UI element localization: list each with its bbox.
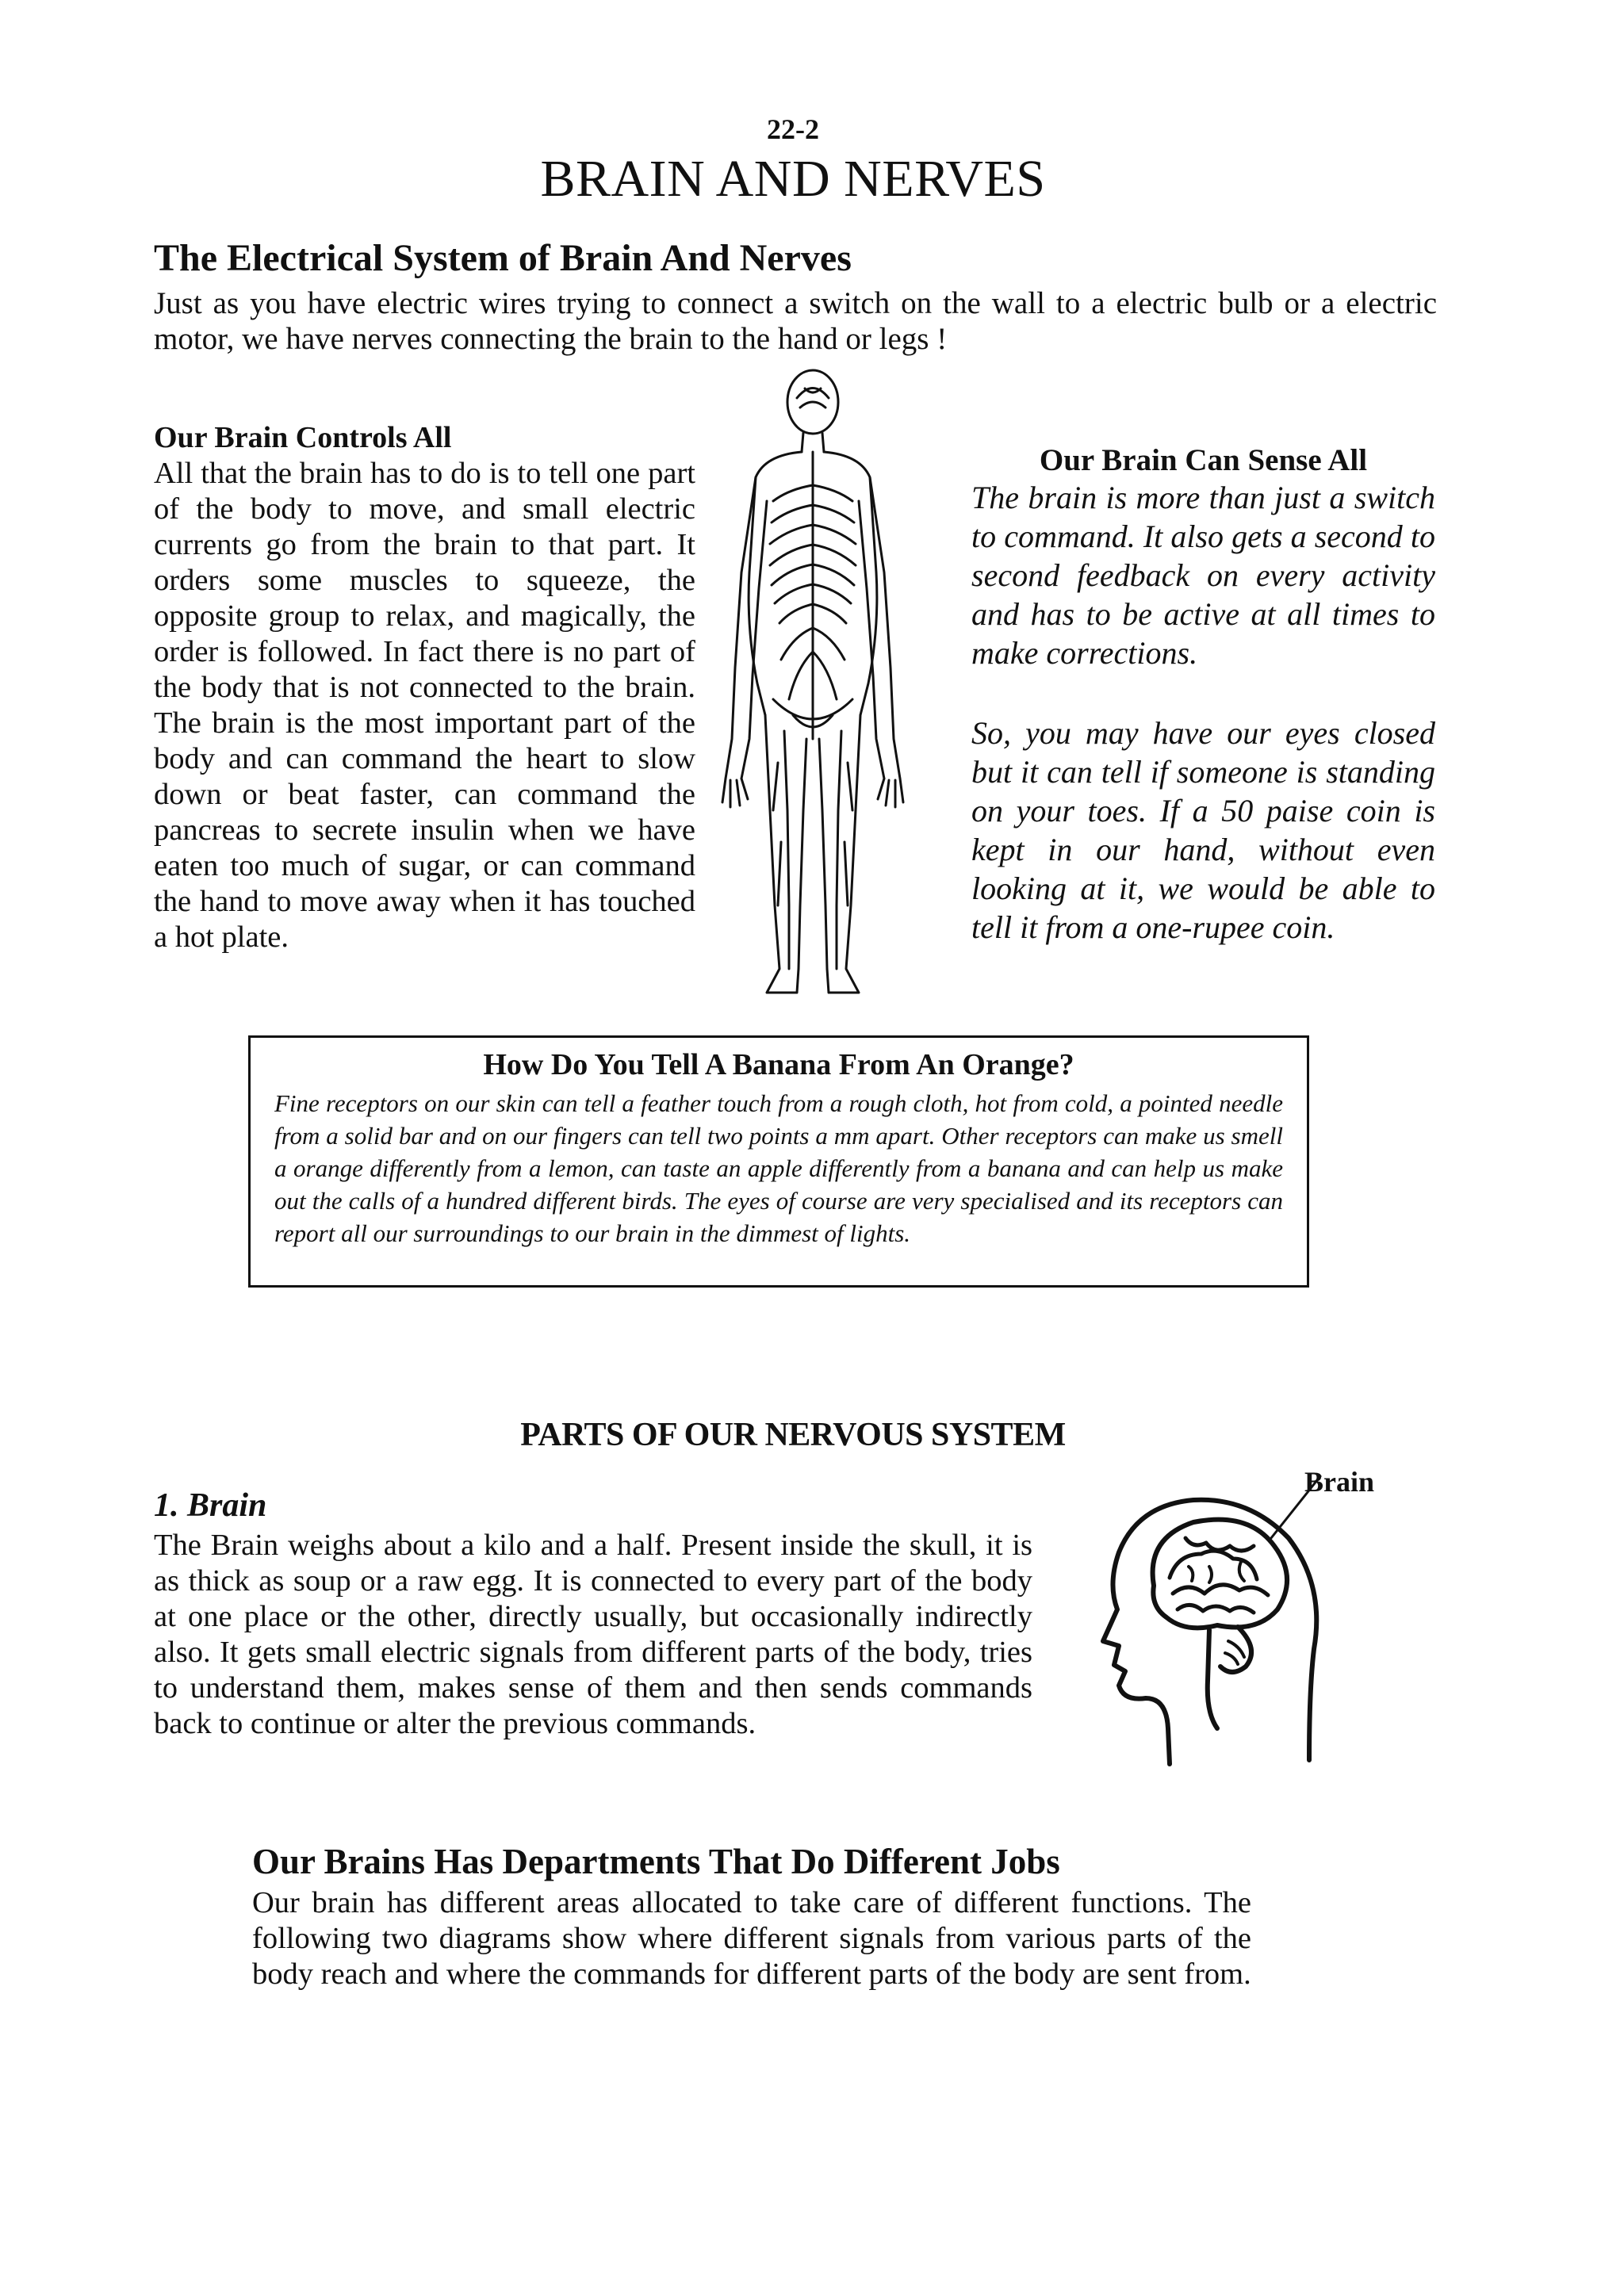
info-box-title: How Do You Tell A Banana From An Orange? xyxy=(483,1048,1074,1081)
senses-para1: The brain is more than just a switch to command. It also gets a second to second feedback on every activity and has to be active at all times to make corrections. xyxy=(971,480,1435,671)
intro-heading: The Electrical System of Brain And Nerves xyxy=(154,237,852,279)
brain-heading: 1. Brain xyxy=(154,1487,267,1524)
intro-text: Just as you have electric wires trying to connect a switch on the wall to a electric bulb or a electric motor, we have nerves connecting the brain to the hand or legs ! xyxy=(154,286,1437,356)
info-box xyxy=(248,1035,1309,1288)
brain-head-illustration xyxy=(1090,1490,1328,1764)
departments-text: Our brain has different areas allocated to take care of different functions. The following two diagrams show where different signals from various parts of the body reach and where the commands for different parts of the body are sent from. xyxy=(252,1886,1251,1991)
page-title: BRAIN AND NERVES xyxy=(540,150,1046,208)
departments-heading: Our Brains Has Departments That Do Different Jobs xyxy=(252,1842,1060,1881)
parts-heading: PARTS OF OUR NERVOUS SYSTEM xyxy=(520,1417,1066,1453)
page-number: 22-2 xyxy=(767,113,819,145)
info-box-text: Fine receptors on our skin can tell a feather touch from a rough cloth, hot from cold, a pointed needle from a solid bar and on our fingers can tell two points a mm apart. Other receptors can make us smell a orange differently from a lemon, can taste an apple differently from a banana and can help us make out the calls of a hundred different birds. The eyes of course are very specialised and its receptors can report all our surroundings to our brain in the dimmest of lights. xyxy=(274,1089,1283,1247)
senses-para2: So, you may have our eyes closed but it can tell if someone is standing on your toes. If a 50 paise coin is kept in our hand, without even looking at it, we would be able to tell it from a one-rupee coin. xyxy=(971,715,1435,945)
brain-label: Brain xyxy=(1304,1466,1375,1498)
controls-heading: Our Brain Controls All xyxy=(154,421,452,454)
brain-text: The Brain weighs about a kilo and a half. Present inside the skull, it is as thick as soup or a raw egg. It is connected to every part of the body at one place or the other, directly usually, but occasionally indirectly also. It gets small electric signals from different parts of the body, tries to understand them, makes sense of them and then sends commands back to continue or alter the previous commands. xyxy=(154,1529,1032,1740)
senses-heading: Our Brain Can Sense All xyxy=(1039,443,1368,477)
nervous-system-illustration xyxy=(718,366,908,1008)
controls-text: All that the brain has to do is to tell one part of the body to move, and small electric currents go from the brain to that part. It orders some muscles to squeeze, the opposite group to relax, and magically, the order is followed. In fact there is no part of the body that is not connected to the brain. The brain is the most important part of the body and can command the heart to slow down or beat faster, can command the pancreas to secrete insulin when we have eaten too much of sugar, or can command the hand to move away when it has touched a hot plate. xyxy=(154,457,695,954)
